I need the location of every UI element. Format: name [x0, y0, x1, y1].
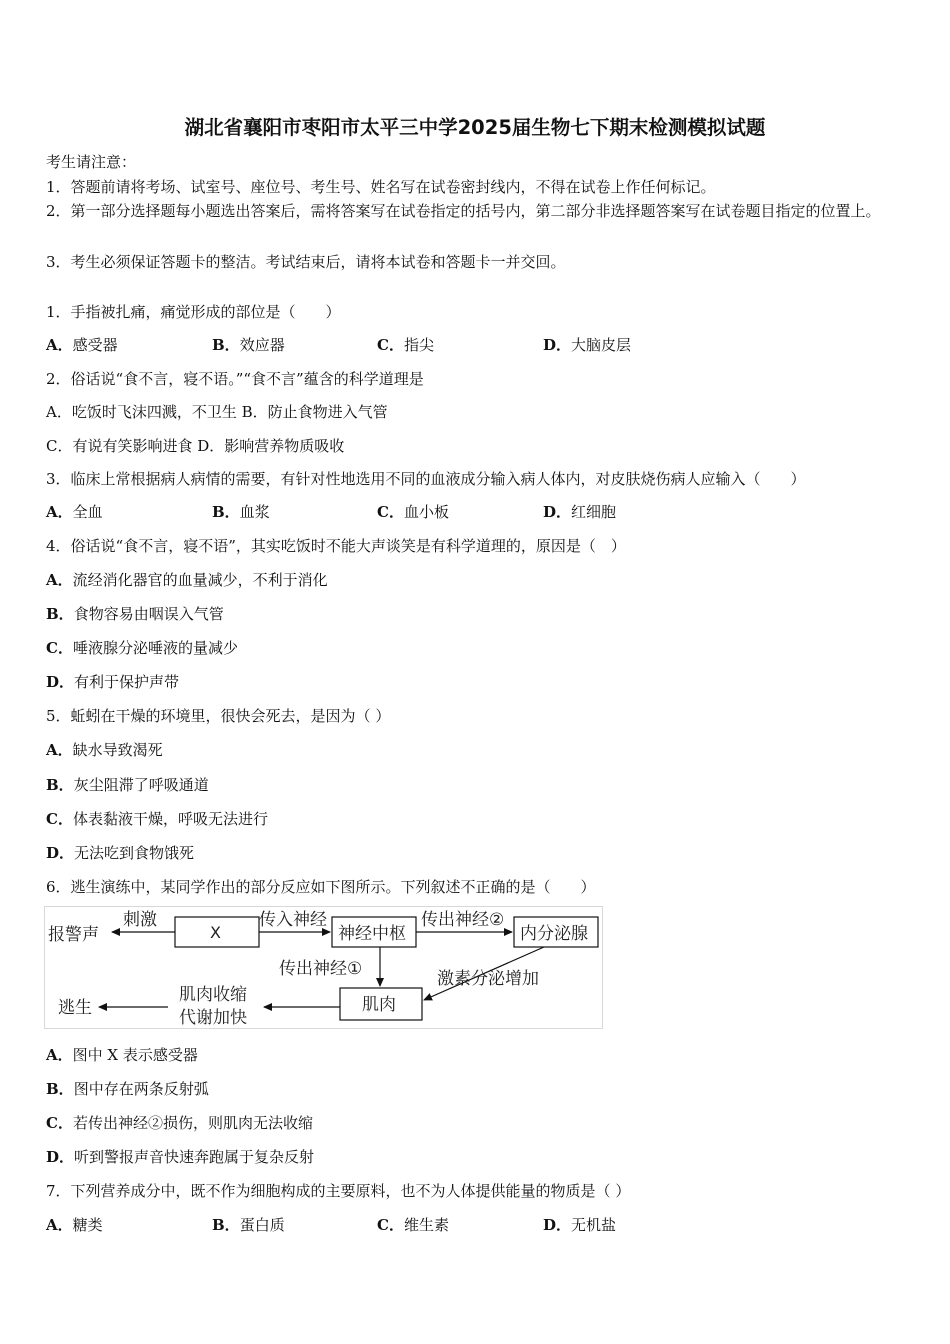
afferent-nerve-label: 传入神经: [259, 910, 327, 930]
q7-option-b: B．蛋白质: [212, 1216, 285, 1234]
efferent-nerve-1-label: 传出神经①: [279, 959, 363, 979]
q3-stem: 3．临床上常根据病人病情的需要，有针对性地选用不同的血液成分输入病人体内，对皮肤烧伤病人应输入（ ）: [46, 470, 806, 488]
q4-option-d: D．有利于保护声带: [46, 673, 180, 691]
endocrine-gland-label: 内分泌腺: [520, 924, 588, 944]
q4-option-b: B．食物容易由咽误入气管: [46, 605, 224, 623]
q1-option-c: C．指尖: [377, 336, 434, 354]
notice-heading: 考生请注意：: [46, 153, 137, 171]
q3-option-a: A．全血: [46, 503, 103, 521]
escape-label: 逃生: [58, 998, 92, 1018]
efferent-nerve-2-label: 传出神经②: [421, 910, 505, 930]
q6-option-c: C．若传出神经②损伤，则肌肉无法收缩: [46, 1114, 313, 1132]
q7-stem: 7．下列营养成分中，既不作为细胞构成的主要原料，也不为人体提供能量的物质是（ ）: [46, 1182, 631, 1200]
x-label: X: [210, 923, 221, 942]
q2-stem: 2．俗话说“食不言，寝不语。”“食不言”蕴含的科学道理是: [46, 370, 424, 388]
nerve-center-label: 神经中枢: [338, 924, 406, 944]
notice-item-3: 3．考生必须保证答题卡的整洁。考试结束后，请将本试卷和答题卡一并交回。: [46, 253, 566, 271]
muscle-contract-label: 肌肉收缩: [179, 985, 247, 1005]
q4-stem: 4．俗话说“食不言，寝不语”，其实吃饭时不能大声谈笑是有科学道理的，原因是（ ）: [46, 537, 626, 555]
q5-option-d: D．无法吃到食物饿死: [46, 844, 195, 862]
q1-option-a: A．感受器: [46, 336, 118, 354]
q3-option-c: C．血小板: [377, 503, 449, 521]
q4-option-a: A．流经消化器官的血量减少，不利于消化: [46, 571, 328, 589]
q1-option-b: B．效应器: [212, 336, 285, 354]
metabolism-label: 代谢加快: [179, 1008, 247, 1028]
muscle-label: 肌肉: [362, 995, 396, 1015]
q4-option-c: C．唾液腺分泌唾液的量减少: [46, 639, 238, 657]
q7-option-c: C．维生素: [377, 1216, 449, 1234]
q2-options-cd: C．有说有笑影响进食 D．影响营养物质吸收: [46, 437, 345, 455]
q3-option-d: D．红细胞: [543, 503, 617, 521]
page-title: 湖北省襄阳市枣阳市太平三中学2025届生物七下期末检测模拟试题: [184, 116, 766, 139]
q6-option-b: B．图中存在两条反射弧: [46, 1080, 209, 1098]
reflex-diagram: [44, 906, 604, 1030]
q1-stem: 1．手指被扎痛，痛觉形成的部位是（ ）: [46, 303, 341, 321]
q6-option-a: A．图中 X 表示感受器: [46, 1046, 198, 1064]
q3-option-b: B．血浆: [212, 503, 270, 521]
q5-stem: 5．蚯蚓在干燥的环境里，很快会死去，是因为（ ）: [46, 707, 391, 725]
notice-item-1: 1．答题前请将考场、试室号、座位号、考生号、姓名写在试卷密封线内，不得在试卷上作任何标记。: [46, 178, 716, 196]
notice-item-2: 2．第一部分选择题每小题选出答案后，需将答案写在试卷指定的括号内，第二部分非选择题答案写在试卷题目指定的位置上。: [46, 202, 881, 220]
q5-option-c: C．体表黏液干燥，呼吸无法进行: [46, 810, 268, 828]
q6-stem: 6．逃生演练中，某同学作出的部分反应如下图所示。下列叙述不正确的是（ ）: [46, 878, 596, 896]
q7-option-a: A．糖类: [46, 1216, 103, 1234]
alarm-label: 报警声: [48, 925, 99, 945]
q7-option-d: D．无机盐: [543, 1216, 617, 1234]
q5-option-a: A．缺水导致渴死: [46, 741, 163, 759]
q2-options-ab: A．吃饭时飞沫四溅，不卫生 B．防止食物进入气管: [46, 403, 388, 421]
q5-option-b: B．灰尘阻滞了呼吸通道: [46, 776, 209, 794]
stimulus-label: 刺激: [123, 910, 157, 930]
hormone-label: 激素分泌增加: [437, 969, 539, 989]
q1-option-d: D．大脑皮层: [543, 336, 632, 354]
q6-option-d: D．听到警报声音快速奔跑属于复杂反射: [46, 1148, 315, 1166]
